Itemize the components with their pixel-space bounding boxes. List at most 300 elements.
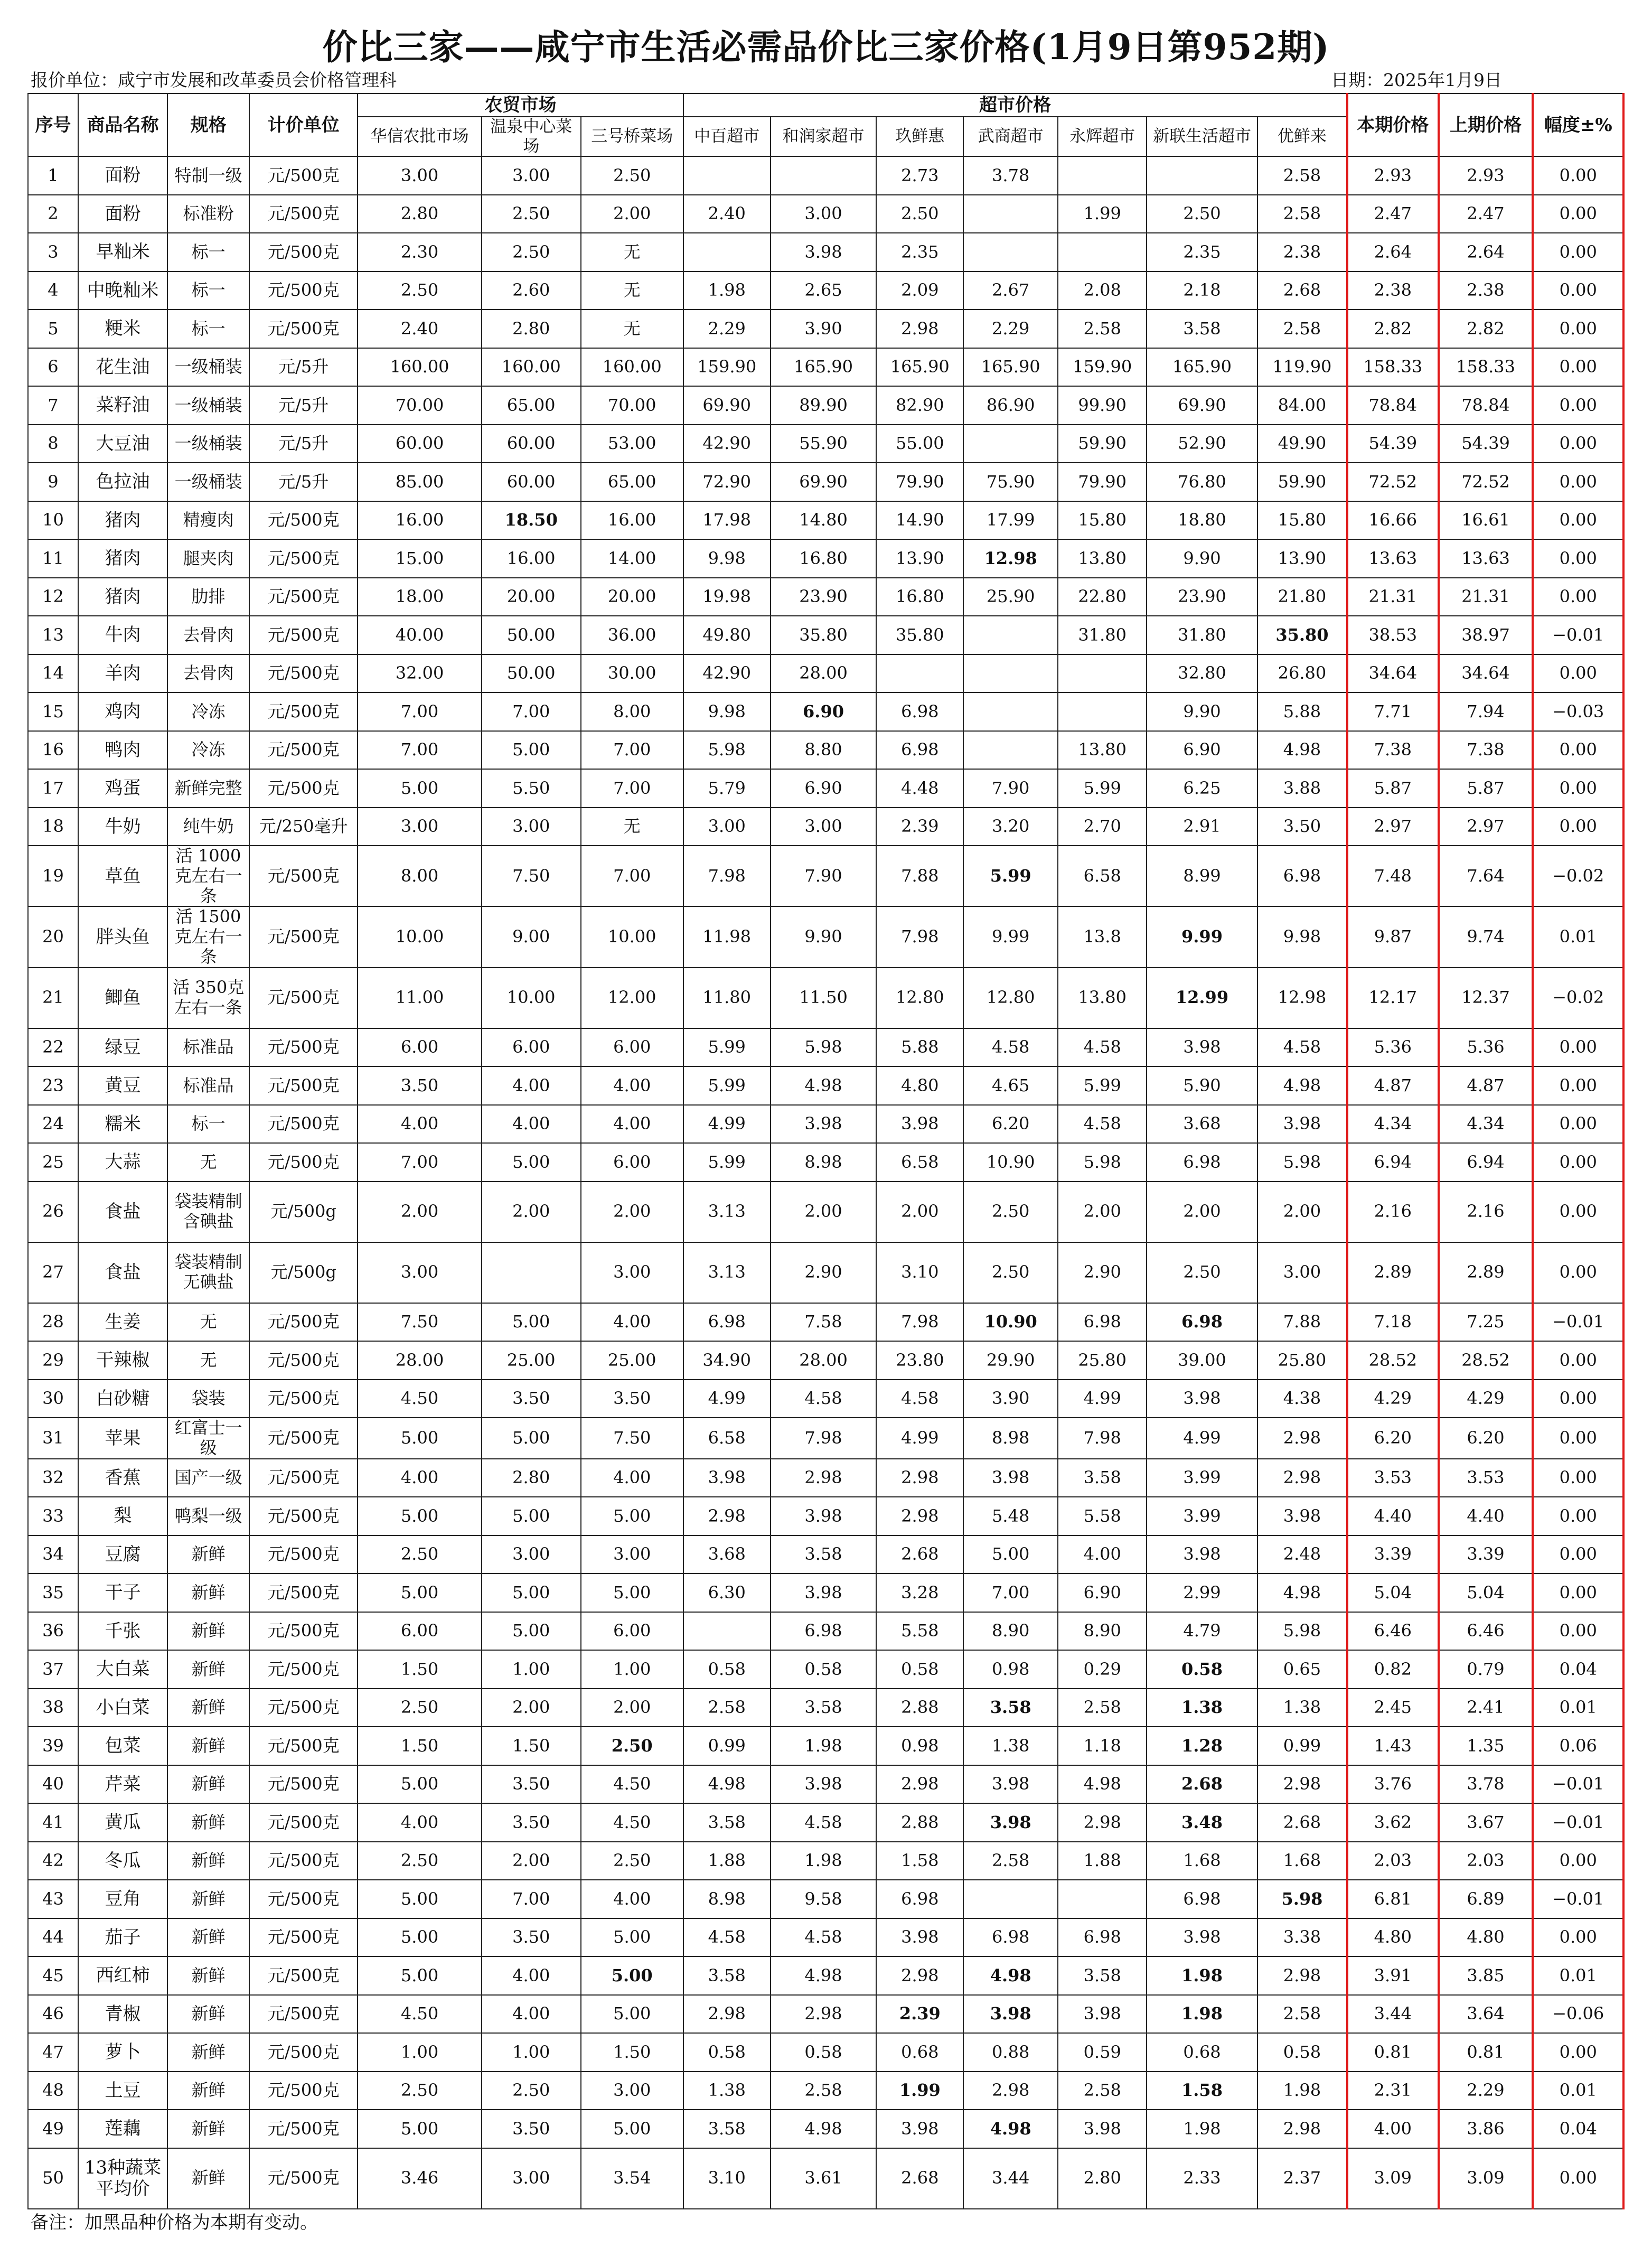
cell-supermarket-price (963, 616, 1058, 654)
cell-change: −0.01 (1533, 1303, 1623, 1342)
cell-spec: 无 (167, 1143, 249, 1182)
cell-change: 0.04 (1533, 2110, 1623, 2148)
cell-unit: 元/5升 (249, 425, 358, 463)
cell-supermarket-price: 3.10 (876, 1242, 963, 1303)
cell-name: 香蕉 (78, 1459, 167, 1497)
cell-current-price: 6.94 (1347, 1143, 1438, 1182)
cell-supermarket-price: 6.98 (876, 692, 963, 731)
cell-farm-price: 25.00 (482, 1341, 581, 1380)
cell-supermarket-price: 3.98 (1147, 1918, 1257, 1957)
cell-farm-price: 1.50 (358, 1650, 482, 1689)
cell-farm-price: 3.00 (581, 1535, 683, 1574)
cell-supermarket-price: 6.98 (683, 1303, 771, 1342)
cell-unit: 元/500克 (249, 1650, 358, 1689)
cell-spec: 纯牛奶 (167, 808, 249, 846)
cell-supermarket-price: 0.29 (1058, 1650, 1147, 1689)
cell-current-price: 7.38 (1347, 731, 1438, 770)
cell-supermarket-price: 2.88 (876, 1803, 963, 1842)
cell-farm-price: 10.00 (581, 906, 683, 967)
cell-unit: 元/500克 (249, 501, 358, 540)
cell-supermarket-price: 3.50 (1257, 808, 1347, 846)
cell-change: 0.00 (1533, 578, 1623, 616)
cell-supermarket-price: 13.90 (1257, 539, 1347, 578)
cell-farm-price: 5.00 (358, 1765, 482, 1804)
cell-supermarket-price: 2.58 (1257, 195, 1347, 233)
table-row (28, 195, 1623, 233)
cell-supermarket-price: 8.98 (963, 1418, 1058, 1459)
cell-spec: 新鲜 (167, 2072, 249, 2110)
cell-supermarket-price: 82.90 (876, 386, 963, 425)
cell-supermarket-price: 2.90 (1058, 1242, 1147, 1303)
cell-farm-price: 5.00 (581, 1573, 683, 1612)
cell-unit: 元/500克 (249, 195, 358, 233)
header-farm-market: 三号桥菜场 (581, 117, 683, 156)
cell-farm-price: 2.50 (358, 271, 482, 310)
cell-farm-price: 36.00 (581, 616, 683, 654)
cell-supermarket-price: 5.98 (1257, 1612, 1347, 1651)
cell-supermarket-price: 0.88 (963, 2033, 1058, 2072)
cell-supermarket-price: 13.90 (876, 539, 963, 578)
cell-supermarket-price: 2.50 (963, 1242, 1058, 1303)
cell-supermarket-price: 2.00 (771, 1182, 877, 1242)
cell-spec: 新鲜 (167, 2148, 249, 2209)
cell-supermarket-price: 1.88 (683, 1842, 771, 1880)
cell-farm-price: 5.00 (358, 1918, 482, 1957)
cell-supermarket-price: 3.58 (963, 1689, 1058, 1727)
cell-supermarket-price: 3.98 (1147, 1028, 1257, 1067)
cell-supermarket-price: 6.98 (1147, 1880, 1257, 1918)
cell-farm-price: 1.50 (482, 1727, 581, 1765)
cell-farm-price: 2.00 (581, 195, 683, 233)
cell-current-price: 34.64 (1347, 654, 1438, 693)
cell-supermarket-price: 25.80 (1257, 1341, 1347, 1380)
cell-current-price: 4.87 (1347, 1066, 1438, 1105)
cell-change: 0.00 (1533, 1341, 1623, 1380)
table-row (28, 1143, 1623, 1182)
cell-supermarket-price: 3.00 (771, 195, 877, 233)
cell-supermarket-price: 1.38 (683, 2072, 771, 2110)
cell-supermarket-price: 19.98 (683, 578, 771, 616)
cell-supermarket-price: 2.68 (1257, 1803, 1347, 1842)
cell-farm-price: 5.00 (358, 1573, 482, 1612)
cell-change: 0.00 (1533, 1918, 1623, 1957)
cell-farm-price: 5.00 (581, 1995, 683, 2034)
cell-change: 0.00 (1533, 233, 1623, 271)
cell-previous-price: 78.84 (1439, 386, 1533, 425)
cell-supermarket-price (1147, 156, 1257, 195)
cell-name: 鸭肉 (78, 731, 167, 770)
cell-supermarket-price: 4.98 (963, 2110, 1058, 2148)
cell-unit: 元/500g (249, 1182, 358, 1242)
cell-supermarket-price: 9.99 (1147, 906, 1257, 967)
cell-change: 0.01 (1533, 1689, 1623, 1727)
cell-seq: 19 (28, 846, 78, 906)
cell-supermarket-price: 26.80 (1257, 654, 1347, 693)
table-row (28, 2033, 1623, 2072)
cell-supermarket-price: 52.90 (1147, 425, 1257, 463)
cell-supermarket-price: 17.98 (683, 501, 771, 540)
cell-name: 茄子 (78, 1918, 167, 1957)
cell-supermarket-price: 2.58 (771, 2072, 877, 2110)
cell-supermarket-price: 49.80 (683, 616, 771, 654)
cell-farm-price: 5.00 (358, 1956, 482, 1995)
cell-supermarket-price: 1.38 (963, 1727, 1058, 1765)
cell-farm-price: 3.50 (482, 1380, 581, 1418)
cell-supermarket-price: 0.68 (876, 2033, 963, 2072)
cell-supermarket-price: 5.99 (683, 1066, 771, 1105)
cell-farm-price: 4.00 (581, 1880, 683, 1918)
cell-spec: 新鲜 (167, 1573, 249, 1612)
cell-supermarket-price: 4.79 (1147, 1612, 1257, 1651)
cell-supermarket-price: 4.98 (1257, 1573, 1347, 1612)
cell-seq: 13 (28, 616, 78, 654)
table-row (28, 1689, 1623, 1727)
cell-supermarket-price: 4.58 (1058, 1028, 1147, 1067)
cell-supermarket-price: 6.90 (1147, 731, 1257, 770)
cell-farm-price: 2.00 (581, 1182, 683, 1242)
cell-supermarket-price: 6.90 (771, 692, 877, 731)
cell-supermarket-price: 79.90 (876, 463, 963, 501)
cell-supermarket-price: 7.00 (963, 1573, 1058, 1612)
cell-supermarket-price: 3.88 (1257, 769, 1347, 808)
cell-supermarket-price: 3.98 (963, 1765, 1058, 1804)
cell-name: 绿豆 (78, 1028, 167, 1067)
cell-seq: 15 (28, 692, 78, 731)
cell-supermarket-price: 3.98 (1257, 1105, 1347, 1144)
cell-supermarket-price: 159.90 (683, 348, 771, 387)
cell-current-price: 13.63 (1347, 539, 1438, 578)
cell-supermarket-price: 2.98 (683, 1497, 771, 1535)
cell-farm-price: 1.00 (482, 2033, 581, 2072)
table-row (28, 1918, 1623, 1957)
cell-name: 西红柿 (78, 1956, 167, 1995)
cell-supermarket-price: 2.68 (1147, 1765, 1257, 1804)
cell-supermarket-price: 16.80 (771, 539, 877, 578)
cell-supermarket-price (876, 654, 963, 693)
cell-unit: 元/5升 (249, 386, 358, 425)
cell-name: 糯米 (78, 1105, 167, 1144)
table-row (28, 463, 1623, 501)
cell-farm-price: 3.00 (482, 2148, 581, 2209)
cell-farm-price: 5.00 (482, 1497, 581, 1535)
cell-unit: 元/500克 (249, 1105, 358, 1144)
cell-supermarket-price: 3.58 (1147, 310, 1257, 348)
cell-supermarket-price: 2.98 (1257, 1765, 1347, 1804)
cell-previous-price: 1.35 (1439, 1727, 1533, 1765)
cell-farm-price: 3.46 (358, 2148, 482, 2209)
cell-seq: 28 (28, 1303, 78, 1342)
cell-farm-price: 4.00 (581, 1303, 683, 1342)
cell-supermarket-price: 1.98 (1147, 1956, 1257, 1995)
cell-current-price: 21.31 (1347, 578, 1438, 616)
cell-supermarket-price: 2.68 (1257, 271, 1347, 310)
cell-unit: 元/500克 (249, 616, 358, 654)
cell-supermarket-price (963, 1880, 1058, 1918)
reporting-unit: 报价单位：咸宁市发展和改革委员会价格管理科 (31, 70, 397, 90)
cell-farm-price: 7.00 (581, 731, 683, 770)
cell-name: 猪肉 (78, 539, 167, 578)
cell-current-price: 2.16 (1347, 1182, 1438, 1242)
cell-supermarket-price: 3.61 (771, 2148, 877, 2209)
cell-supermarket-price: 3.98 (771, 1573, 877, 1612)
cell-supermarket-price: 1.88 (1058, 1842, 1147, 1880)
cell-previous-price: 28.52 (1439, 1341, 1533, 1380)
cell-supermarket-price: 2.68 (876, 2148, 963, 2209)
cell-farm-price: 40.00 (358, 616, 482, 654)
cell-current-price: 2.47 (1347, 195, 1438, 233)
cell-unit: 元/500克 (249, 1842, 358, 1880)
cell-current-price: 7.71 (1347, 692, 1438, 731)
cell-supermarket-price: 3.28 (876, 1573, 963, 1612)
cell-change: −0.06 (1533, 1995, 1623, 2034)
cell-unit: 元/500克 (249, 2110, 358, 2148)
cell-current-price: 78.84 (1347, 386, 1438, 425)
cell-supermarket-price: 2.67 (963, 271, 1058, 310)
cell-supermarket-price: 3.68 (1147, 1105, 1257, 1144)
cell-current-price: 4.34 (1347, 1105, 1438, 1144)
cell-farm-price: 2.40 (358, 310, 482, 348)
cell-supermarket-price: 3.99 (1147, 1459, 1257, 1497)
cell-name: 鲫鱼 (78, 968, 167, 1028)
cell-supermarket-price: 2.00 (1257, 1182, 1347, 1242)
table-row (28, 2148, 1623, 2209)
cell-unit: 元/500克 (249, 1918, 358, 1957)
cell-supermarket-price: 0.58 (1257, 2033, 1347, 2072)
cell-previous-price: 2.29 (1439, 2072, 1533, 2110)
cell-supermarket-price: 3.98 (771, 1765, 877, 1804)
cell-supermarket-price: 49.90 (1257, 425, 1347, 463)
cell-previous-price: 2.64 (1439, 233, 1533, 271)
cell-farm-price: 6.00 (482, 1028, 581, 1067)
table-row (28, 692, 1623, 731)
cell-change: 0.00 (1533, 271, 1623, 310)
cell-supermarket-price: 4.58 (1058, 1105, 1147, 1144)
cell-supermarket-price: 0.98 (876, 1727, 963, 1765)
cell-supermarket-price: 2.65 (771, 271, 877, 310)
cell-spec: 新鲜 (167, 1918, 249, 1957)
cell-seq: 1 (28, 156, 78, 195)
cell-current-price: 6.81 (1347, 1880, 1438, 1918)
cell-spec: 无 (167, 1341, 249, 1380)
cell-supermarket-price (683, 156, 771, 195)
cell-supermarket-price: 13.80 (1058, 731, 1147, 770)
cell-name: 食盐 (78, 1182, 167, 1242)
table-row (28, 968, 1623, 1028)
cell-current-price: 4.00 (1347, 2110, 1438, 2148)
cell-supermarket-price: 1.98 (683, 271, 771, 310)
cell-current-price: 5.36 (1347, 1028, 1438, 1067)
cell-unit: 元/500克 (249, 906, 358, 967)
cell-spec: 一级桶装 (167, 348, 249, 387)
cell-supermarket-price: 4.98 (1058, 1765, 1147, 1804)
cell-supermarket-price: 25.90 (963, 578, 1058, 616)
cell-supermarket-price: 3.00 (1257, 1242, 1347, 1303)
cell-supermarket-price: 76.80 (1147, 463, 1257, 501)
cell-farm-price: 25.00 (581, 1341, 683, 1380)
cell-farm-price: 1.50 (358, 1727, 482, 1765)
cell-supermarket-price: 3.98 (963, 1459, 1058, 1497)
cell-farm-price: 4.00 (482, 1995, 581, 2034)
cell-unit: 元/500克 (249, 769, 358, 808)
cell-name: 白砂糖 (78, 1380, 167, 1418)
cell-supermarket-price: 0.58 (683, 2033, 771, 2072)
cell-farm-price: 2.00 (482, 1182, 581, 1242)
cell-seq: 46 (28, 1995, 78, 2034)
cell-supermarket-price: 7.58 (771, 1303, 877, 1342)
cell-spec: 红富士一级 (167, 1418, 249, 1459)
cell-seq: 20 (28, 906, 78, 967)
cell-supermarket-price: 2.98 (876, 1765, 963, 1804)
table-row (28, 501, 1623, 540)
cell-supermarket-price: 3.13 (683, 1182, 771, 1242)
cell-supermarket-price: 2.98 (876, 1497, 963, 1535)
cell-supermarket-price: 4.58 (771, 1380, 877, 1418)
cell-spec: 新鲜 (167, 1535, 249, 1574)
cell-supermarket-price: 31.80 (1147, 616, 1257, 654)
cell-farm-price: 85.00 (358, 463, 482, 501)
cell-change: 0.00 (1533, 463, 1623, 501)
table-row (28, 348, 1623, 387)
cell-supermarket-price (1058, 654, 1147, 693)
cell-supermarket-price: 42.90 (683, 425, 771, 463)
cell-supermarket-price: 2.35 (876, 233, 963, 271)
cell-supermarket-price: 29.90 (963, 1341, 1058, 1380)
cell-supermarket-price: 8.98 (683, 1880, 771, 1918)
cell-seq: 42 (28, 1842, 78, 1880)
cell-supermarket-price: 0.58 (771, 2033, 877, 2072)
cell-seq: 32 (28, 1459, 78, 1497)
cell-supermarket-price: 6.98 (771, 1612, 877, 1651)
cell-current-price: 0.82 (1347, 1650, 1438, 1689)
cell-farm-price: 2.00 (358, 1182, 482, 1242)
cell-previous-price: 3.53 (1439, 1459, 1533, 1497)
table-row (28, 1842, 1623, 1880)
cell-change: 0.00 (1533, 1459, 1623, 1497)
cell-farm-price: 7.00 (482, 1880, 581, 1918)
cell-seq: 5 (28, 310, 78, 348)
cell-farm-price: 4.00 (358, 1459, 482, 1497)
cell-spec: 袋装精制无碘盐 (167, 1242, 249, 1303)
cell-unit: 元/500克 (249, 654, 358, 693)
cell-supermarket-price (1058, 692, 1147, 731)
cell-supermarket-price: 13.80 (1058, 539, 1147, 578)
cell-unit: 元/500克 (249, 1765, 358, 1804)
cell-name: 猪肉 (78, 578, 167, 616)
cell-unit: 元/500克 (249, 1727, 358, 1765)
cell-supermarket-price: 11.50 (771, 968, 877, 1028)
cell-supermarket-price: 7.98 (876, 1303, 963, 1342)
cell-supermarket-price: 5.99 (683, 1143, 771, 1182)
cell-seq: 47 (28, 2033, 78, 2072)
cell-supermarket-price: 6.90 (1058, 1573, 1147, 1612)
cell-farm-price: 2.00 (482, 1842, 581, 1880)
cell-name: 包菜 (78, 1727, 167, 1765)
table-row (28, 1459, 1623, 1497)
cell-farm-price: 30.00 (581, 654, 683, 693)
cell-supermarket-price: 2.80 (1058, 2148, 1147, 2209)
report-date: 日期：2025年1月9日 (1331, 70, 1502, 90)
cell-supermarket-price: 2.50 (876, 195, 963, 233)
cell-supermarket-price: 6.98 (876, 731, 963, 770)
cell-supermarket-price: 2.48 (1257, 1535, 1347, 1574)
cell-supermarket-price: 1.38 (1257, 1689, 1347, 1727)
cell-spec: 标准粉 (167, 195, 249, 233)
cell-spec: 鸭梨一级 (167, 1497, 249, 1535)
cell-seq: 4 (28, 271, 78, 310)
cell-supermarket-price: 165.90 (876, 348, 963, 387)
cell-supermarket-price: 2.58 (963, 1842, 1058, 1880)
cell-current-price: 9.87 (1347, 906, 1438, 967)
cell-current-price: 2.64 (1347, 233, 1438, 271)
cell-unit: 元/500克 (249, 1303, 358, 1342)
cell-farm-price: 2.80 (358, 195, 482, 233)
cell-change: 0.00 (1533, 195, 1623, 233)
cell-supermarket-price: 2.50 (1147, 1242, 1257, 1303)
header-farm-markets: 农贸市场 (358, 93, 683, 117)
cell-spec: 新鲜 (167, 1880, 249, 1918)
cell-supermarket-price: 3.99 (1147, 1497, 1257, 1535)
cell-unit: 元/500克 (249, 1143, 358, 1182)
table-row (28, 271, 1623, 310)
cell-spec: 活 1500克左右一条 (167, 906, 249, 967)
table-row (28, 731, 1623, 770)
cell-previous-price: 2.97 (1439, 808, 1533, 846)
cell-supermarket-price: 69.90 (683, 386, 771, 425)
cell-farm-price: 4.50 (581, 1765, 683, 1804)
cell-unit: 元/500克 (249, 233, 358, 271)
cell-current-price: 3.53 (1347, 1459, 1438, 1497)
cell-name: 13种蔬菜平均价 (78, 2148, 167, 2209)
cell-farm-price: 160.00 (482, 348, 581, 387)
cell-farm-price: 7.50 (482, 846, 581, 906)
table-row (28, 539, 1623, 578)
cell-seq: 17 (28, 769, 78, 808)
cell-farm-price: 无 (581, 808, 683, 846)
cell-farm-price: 16.00 (581, 501, 683, 540)
cell-unit: 元/500克 (249, 2033, 358, 2072)
cell-supermarket-price: 3.98 (876, 1918, 963, 1957)
cell-supermarket-price (1058, 233, 1147, 271)
cell-change: −0.01 (1533, 1803, 1623, 1842)
cell-current-price: 1.43 (1347, 1727, 1438, 1765)
cell-change: 0.00 (1533, 501, 1623, 540)
cell-spec: 活 1000克左右一条 (167, 846, 249, 906)
cell-change: 0.00 (1533, 310, 1623, 348)
cell-farm-price: 2.50 (358, 1689, 482, 1727)
cell-previous-price: 0.79 (1439, 1650, 1533, 1689)
cell-change: −0.02 (1533, 846, 1623, 906)
cell-farm-price: 60.00 (482, 463, 581, 501)
cell-farm-price: 3.00 (581, 2072, 683, 2110)
cell-unit: 元/500克 (249, 1341, 358, 1380)
cell-farm-price: 5.00 (482, 731, 581, 770)
cell-current-price: 2.82 (1347, 310, 1438, 348)
cell-previous-price: 3.86 (1439, 2110, 1533, 2148)
cell-supermarket-price: 5.99 (683, 1028, 771, 1067)
cell-supermarket-price: 9.90 (1147, 539, 1257, 578)
cell-supermarket-price: 69.90 (1147, 386, 1257, 425)
cell-current-price: 54.39 (1347, 425, 1438, 463)
cell-supermarket-price: 2.98 (1257, 1418, 1347, 1459)
cell-name: 菜籽油 (78, 386, 167, 425)
cell-supermarket-price: 59.90 (1058, 425, 1147, 463)
cell-seq: 35 (28, 1573, 78, 1612)
cell-supermarket-price: 3.13 (683, 1242, 771, 1303)
cell-seq: 45 (28, 1956, 78, 1995)
cell-seq: 3 (28, 233, 78, 271)
header-previous-price: 上期价格 (1439, 93, 1533, 156)
cell-change: 0.00 (1533, 1497, 1623, 1535)
